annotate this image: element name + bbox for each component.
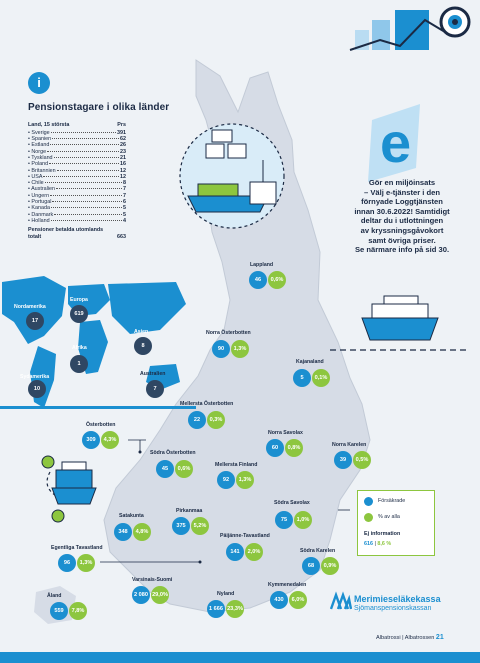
- country-name: • Holland: [28, 217, 50, 224]
- region-label: Åland: [47, 593, 62, 599]
- region-count: 75: [275, 511, 293, 529]
- legend-dot-blue: [364, 497, 373, 506]
- wave-logo-icon: [330, 591, 352, 611]
- continent-label: Sydamerika: [20, 374, 50, 380]
- region-pct: 0,5%: [353, 451, 371, 469]
- info-icon: i: [28, 72, 50, 94]
- region-label: Egentliga Tavastland: [51, 545, 103, 551]
- legend-dot-green: [364, 513, 373, 522]
- country-name: • Spanien: [28, 136, 52, 143]
- page-number: 21: [435, 634, 444, 641]
- promo-line: förnyade Loggtjänsten: [361, 197, 443, 207]
- region-pct: 29,0%: [151, 586, 169, 604]
- table-row: [28, 218, 126, 224]
- legend-forsakrade: Försäkrade: [378, 498, 406, 504]
- country-count: 26: [120, 142, 126, 149]
- region-label: Satakunta: [119, 513, 144, 519]
- legend-ej-count: 616: [364, 541, 373, 547]
- legend-pct-alla: % av alla: [378, 514, 400, 520]
- region-pct: 0,6%: [268, 271, 286, 289]
- region-label: Kymmenedalen: [268, 582, 307, 588]
- page-title: Pensionstagare i olika länder: [28, 102, 170, 113]
- region-pct: 0,6%: [175, 460, 193, 478]
- foot-total: 663: [117, 233, 126, 240]
- table-header: [28, 122, 126, 128]
- region-label: Päijänne-Tavastland: [220, 533, 270, 539]
- country-count: 7: [123, 192, 126, 199]
- continent-count: 10: [28, 380, 46, 398]
- country-name: • Chile: [28, 180, 44, 187]
- continent-count: 1: [70, 355, 88, 373]
- region-label: Norra Savolax: [268, 430, 303, 436]
- continent-label: Europa: [70, 297, 88, 303]
- continent-label: Asien: [134, 329, 149, 335]
- region-pct: 1,3%: [77, 554, 95, 572]
- country-count: 16: [120, 161, 126, 168]
- country-name: • Australien: [28, 186, 56, 193]
- region-pct: 1,3%: [231, 340, 249, 358]
- foot-label-2: totalt: [28, 233, 42, 240]
- continent-label: Australien: [140, 371, 166, 377]
- promo-line: samt övriga priser.: [368, 235, 436, 245]
- col-prs: Prs: [117, 122, 126, 128]
- country-count: 21: [120, 154, 126, 161]
- country-count: 12: [120, 173, 126, 180]
- continent-label: Nordamerika: [14, 304, 46, 310]
- region-count: 92: [217, 471, 235, 489]
- logo-name-sv: Sjömanspensionskassan: [354, 605, 432, 612]
- country-table: [28, 122, 126, 240]
- page-footer: [376, 634, 444, 641]
- continent-count: 17: [26, 312, 44, 330]
- region-count: 309: [82, 431, 100, 449]
- promo-line: innan 30.6.2022! Samtidigt: [354, 206, 450, 216]
- region-count: 348: [114, 523, 132, 541]
- region-count: 5: [293, 369, 311, 387]
- region-pct: 2,0%: [245, 543, 263, 561]
- city-chart-illustration: [345, 6, 475, 56]
- region-label: Nyland: [217, 591, 235, 597]
- legend-ej-values: 616 | 8,6 %: [364, 541, 392, 547]
- country-name: • Poland: [28, 161, 49, 168]
- region-label: Norra Österbotten: [206, 330, 251, 336]
- country-name: • USA: [28, 173, 43, 180]
- col-land: Land, 15 största: [28, 122, 70, 128]
- small-ship-illustration: [42, 456, 96, 522]
- promo-text: [337, 178, 467, 255]
- region-label: Södra Österbotten: [150, 450, 196, 456]
- region-label: Lappland: [250, 262, 274, 268]
- region-pct: 6,0%: [289, 591, 307, 609]
- promo-line: av kryssningsgåvokort: [360, 225, 444, 235]
- country-name: • Kanada: [28, 205, 50, 212]
- country-count: 23: [120, 148, 126, 155]
- region-count: 90: [212, 340, 230, 358]
- continent-label: Afrika: [72, 345, 87, 351]
- promo-line: Se närmare info på sid 30.: [354, 245, 450, 255]
- bottom-bar: [0, 652, 480, 663]
- country-count: 7: [123, 186, 126, 193]
- country-count: 12: [120, 167, 126, 174]
- footer-text: Albatrossi | Albatrossen: [376, 635, 435, 641]
- region-pct: 0,3%: [207, 411, 225, 429]
- region-count: 22: [188, 411, 206, 429]
- continent-count: 8: [134, 337, 152, 355]
- table-rows: [28, 130, 126, 224]
- legend-ej-info: Ej information: [364, 531, 401, 537]
- region-count: 141: [226, 543, 244, 561]
- region-count: 45: [156, 460, 174, 478]
- country-count: 391: [117, 129, 126, 136]
- promo-line: Gör en miljöinsats: [368, 178, 436, 187]
- country-count: 62: [120, 136, 126, 143]
- region-count: 1 666: [207, 600, 225, 618]
- region-count: 430: [270, 591, 288, 609]
- country-name: • Sverige: [28, 129, 50, 136]
- region-pct: 4,3%: [101, 431, 119, 449]
- foot-label-1: Pensioner betalda utomlands: [28, 227, 104, 234]
- legend-box: [357, 490, 435, 556]
- foot-total-row: [28, 234, 126, 240]
- region-label: Mellersta Österbotten: [180, 401, 234, 407]
- country-count: 5: [123, 211, 126, 218]
- logo-name-fi: Merimieseläkekassa: [354, 594, 441, 604]
- region-label: Varsinais-Suomi: [132, 577, 173, 583]
- region-label: Södra Karelen: [300, 548, 336, 554]
- country-name: • Tyskland: [28, 154, 53, 161]
- region-pct: 0,9%: [321, 557, 339, 575]
- country-count: 5: [123, 205, 126, 212]
- region-pct: 1,3%: [236, 471, 254, 489]
- region-count: 96: [58, 554, 76, 572]
- region-count: 559: [50, 602, 68, 620]
- region-pct: 1,0%: [294, 511, 312, 529]
- region-pct: 0,1%: [312, 369, 330, 387]
- region-label: Södra Savolax: [274, 500, 310, 506]
- cruise-ship-illustration: [330, 296, 470, 350]
- region-pct: 23,3%: [226, 600, 244, 618]
- country-name: • Ungern: [28, 192, 50, 199]
- country-name: • Estland: [28, 142, 50, 149]
- legend-ej-pct: 8,6 %: [377, 541, 392, 547]
- svg-text:e: e: [380, 111, 412, 174]
- country-name: • Danmark: [28, 211, 54, 218]
- region-count: 2 080: [132, 586, 150, 604]
- country-name: • Portugal: [28, 199, 52, 206]
- region-count: 39: [334, 451, 352, 469]
- region-label: Mellersta Finland: [215, 462, 258, 468]
- country-name: • Britannien: [28, 167, 56, 174]
- table-footer: [28, 227, 126, 240]
- country-count: 6: [123, 199, 126, 206]
- region-label: Pirkanmaa: [176, 508, 203, 514]
- region-pct: 4,8%: [133, 523, 151, 541]
- continent-count: 619: [70, 305, 88, 323]
- continent-count: 7: [146, 380, 164, 398]
- region-pct: 0,8%: [285, 439, 303, 457]
- region-label: Kajanaland: [296, 359, 324, 365]
- country-name: • Norge: [28, 148, 47, 155]
- country-count: 8: [123, 180, 126, 187]
- region-pct: 5,2%: [191, 517, 209, 535]
- promo-line: – Välj e-tjänster i den: [364, 187, 440, 197]
- region-count: 46: [249, 271, 267, 289]
- region-count: 375: [172, 517, 190, 535]
- region-pct: 7,8%: [69, 602, 87, 620]
- region-label: Österbotten: [86, 422, 116, 428]
- region-count: 68: [302, 557, 320, 575]
- company-logo: [330, 591, 441, 616]
- region-label: Norra Karelen: [332, 442, 367, 448]
- promo-line: deltar du i utlottningen: [360, 216, 444, 226]
- country-count: 4: [123, 217, 126, 224]
- region-count: 60: [266, 439, 284, 457]
